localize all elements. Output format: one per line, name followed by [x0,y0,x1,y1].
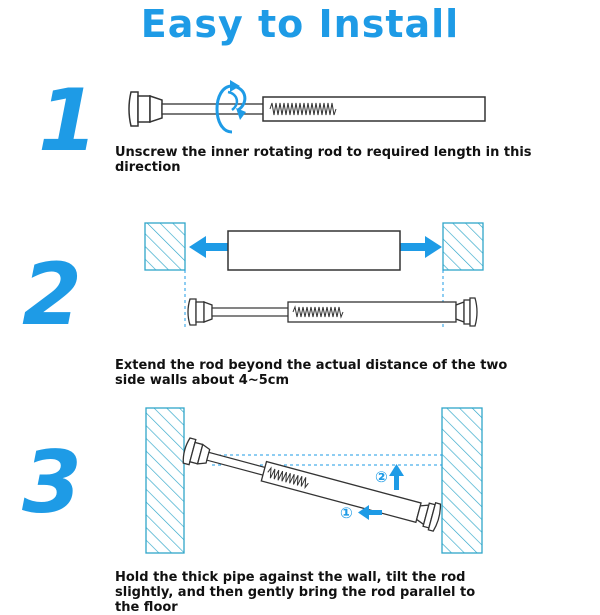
push-marker: ① [340,504,353,522]
lift-marker: ② [375,468,388,486]
compressed-tube [228,231,400,270]
step-3-right-wall [442,408,482,553]
step-3-caption: Hold the thick pipe against the wall, tilt the rod slightly, and then gently bring the rod parallel to the floor [115,570,476,615]
step-1-number: 1 [38,71,98,171]
step-2-number: 2 [22,245,82,345]
page-title: Easy to Install [140,2,460,46]
right-wall [443,223,483,270]
step-3-tilted-rod [181,437,442,532]
left-wall [145,223,185,270]
step-2-rod [188,298,477,326]
step-1-rod [129,92,485,126]
step-1-caption: Unscrew the inner rotating rod to required length in this direction [115,145,532,175]
lift-up-arrow-icon [389,464,404,490]
step-3-number: 3 [22,433,82,533]
step-2-caption: Extend the rod beyond the actual distance of the two side walls about 4~5cm [115,358,508,388]
step-3-left-wall [146,408,184,553]
